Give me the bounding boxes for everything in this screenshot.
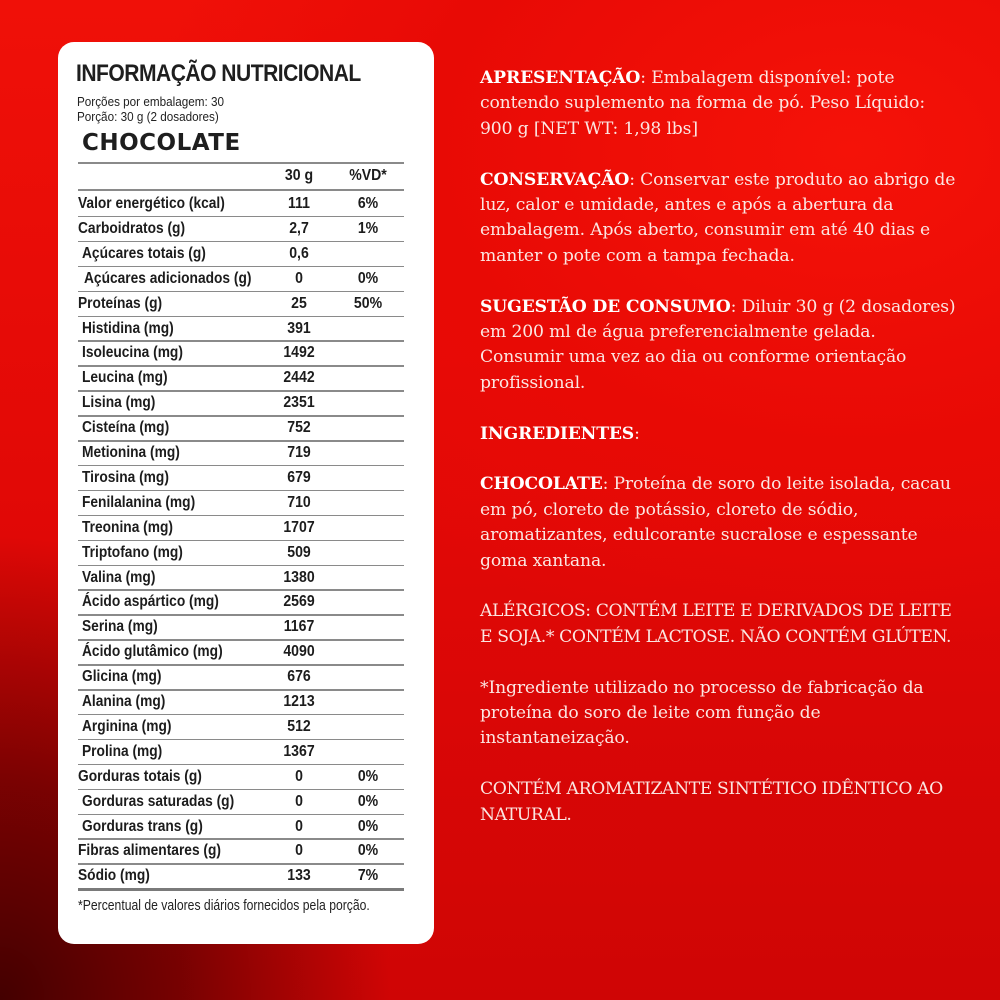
flavoring-notice: CONTÉM AROMATIZANTE SINTÉTICO IDÊNTICO AO NATURAL.	[480, 779, 943, 825]
table-row	[78, 590, 404, 614]
nutrient-dv: 0%	[357, 817, 379, 835]
nutrient-amount: 391	[287, 319, 311, 337]
nutrient-label: Arginina (mg)	[82, 717, 172, 735]
heading-ingredientes: INGREDIENTES	[480, 423, 635, 444]
table-row	[78, 267, 404, 291]
nutrient-label: Açúcares adicionados (g)	[84, 269, 252, 287]
nutrient-label: Açúcares totais (g)	[82, 244, 206, 262]
table-row	[78, 864, 404, 888]
nutrient-dv: 0%	[357, 767, 379, 785]
section-conservacao	[480, 168, 960, 270]
table-row	[78, 566, 404, 590]
heading-sugestao: SUGESTÃO DE CONSUMO	[480, 296, 731, 317]
text-sugestao: : Diluir 30 g (2 dosadores) em 200 ml de água preferencialmente gelada. Consumir uma vez ao dia ou conforme orientação profissional.	[480, 296, 956, 393]
nutrition-facts-card	[58, 42, 434, 944]
section-chocolate-ingredients	[480, 472, 960, 574]
nutrient-amount: 710	[287, 493, 311, 511]
nutrient-label: Cisteína (mg)	[82, 419, 170, 437]
table-header-row	[78, 164, 404, 188]
nutrient-label: Gorduras totais (g)	[78, 767, 202, 785]
table-row	[78, 815, 404, 839]
nutrient-dv: 0%	[357, 792, 379, 810]
nutrient-label: Valina (mg)	[82, 568, 156, 586]
column-header-amount: 30 g	[284, 167, 314, 184]
nutrient-amount: 2351	[283, 394, 315, 412]
nutrient-label: Tirosina (mg)	[82, 468, 169, 486]
nutrient-amount: 679	[287, 468, 311, 486]
nutrient-amount: 1367	[283, 742, 315, 760]
nutrient-dv: 6%	[357, 195, 379, 212]
nutrient-label: Triptofano (mg)	[82, 543, 183, 561]
section-apresentacao	[480, 66, 960, 142]
table-divider	[78, 888, 404, 891]
nutrient-dv: 1%	[357, 219, 379, 237]
section-ingredientes	[480, 422, 960, 447]
nutrient-label: Gorduras saturadas (g)	[82, 792, 235, 810]
nutrient-amount: 0	[295, 817, 303, 835]
flavor-heading: CHOCOLATE	[82, 130, 241, 156]
text-conservacao: : Conservar este produto ao abrigo de luz, calor e umidade, antes e após a abertura da embalagem. Após aberto, consumir em até 40 dias e manter o pote com a tampa fechada.	[480, 169, 956, 266]
nutrient-amount: 676	[287, 668, 311, 686]
nutrient-label: Glicina (mg)	[82, 668, 162, 686]
table-row	[78, 366, 404, 390]
text-chocolate: : Proteína de soro do leite isolada, cacau em pó, cloreto de potássio, cloreto de sódio, aromatizantes, edulcorante sucralose e espessante goma xantana.	[480, 474, 951, 571]
nutrition-title: INFORMAÇÃO NUTRICIONAL	[76, 60, 361, 87]
nutrient-amount: 0	[295, 767, 303, 785]
product-info-panel	[480, 66, 960, 853]
nutrient-label: Carboidratos (g)	[78, 219, 186, 237]
table-row	[78, 640, 404, 664]
table-row	[78, 317, 404, 341]
table-divider	[78, 189, 404, 191]
nutrient-amount: 111	[288, 195, 310, 212]
nutrient-amount: 0	[295, 792, 303, 810]
nutrient-label: Leucina (mg)	[82, 369, 168, 387]
table-row	[78, 341, 404, 365]
table-row	[78, 441, 404, 465]
allergens-text: ALÉRGICOS: CONTÉM LEITE E DERIVADOS DE LEITE E SOJA.* CONTÉM LACTOSE. NÃO CONTÉM GLÚTEN.	[480, 601, 952, 647]
table-row	[78, 690, 404, 714]
section-sugestao	[480, 295, 960, 397]
serving-size: Porção: 30 g (2 dosadores)	[77, 109, 219, 124]
text-apresentacao: : Embalagem disponível: pote contendo suplemento na forma de pó. Peso Líquido: 900 g [NET WT: 1,98 lbs]	[480, 68, 926, 139]
table-row	[78, 466, 404, 490]
nutrient-amount: 2442	[283, 369, 315, 387]
table-row	[78, 715, 404, 739]
nutrient-label: Proteínas (g)	[78, 294, 163, 312]
nutrient-dv: 7%	[357, 867, 379, 885]
nutrient-amount: 4090	[283, 643, 315, 661]
table-row	[78, 242, 404, 266]
nutrient-amount: 2,7	[289, 219, 309, 237]
nutrient-label: Ácido aspártico (mg)	[82, 593, 219, 611]
nutrient-amount: 1213	[283, 693, 315, 710]
heading-conservacao: CONSERVAÇÃO	[480, 169, 630, 190]
nutrient-label: Isoleucina (mg)	[82, 344, 183, 362]
nutrient-amount: 752	[287, 419, 311, 437]
table-row	[78, 665, 404, 689]
nutrient-amount: 1380	[283, 568, 315, 586]
table-row	[78, 740, 404, 764]
nutrient-label: Valor energético (kcal)	[78, 195, 225, 212]
nutrient-amount: 1492	[283, 344, 315, 362]
nutrient-label: Gorduras trans (g)	[82, 817, 203, 835]
nutrient-dv: 0%	[357, 269, 379, 287]
nutrient-amount: 512	[287, 717, 311, 735]
nutrient-label: Lisina (mg)	[82, 394, 156, 412]
heading-chocolate: CHOCOLATE	[480, 474, 603, 495]
table-row	[78, 292, 404, 316]
nutrient-label: Fenilalanina (mg)	[82, 493, 196, 511]
nutrient-dv: 0%	[357, 842, 379, 860]
table-row	[78, 615, 404, 639]
nutrient-label: Alanina (mg)	[82, 693, 166, 710]
text-ingredientes: :	[634, 423, 640, 444]
table-row	[78, 765, 404, 789]
ingredient-note: *Ingrediente utilizado no processo de fabricação da proteína do soro de leite com função de instantaneização.	[480, 677, 924, 749]
nutrient-label: Ácido glutâmico (mg)	[82, 643, 223, 661]
table-row	[78, 416, 404, 440]
nutrition-footnote: *Percentual de valores diários fornecidos pela porção.	[78, 898, 370, 914]
nutrient-amount: 719	[287, 444, 311, 461]
table-row	[78, 217, 404, 241]
nutrient-amount: 1167	[283, 618, 315, 636]
nutrient-label: Histidina (mg)	[82, 319, 174, 337]
nutrient-label: Metionina (mg)	[82, 444, 180, 461]
heading-apresentacao: APRESENTAÇÃO	[480, 68, 641, 88]
servings-per-package: Porções por embalagem: 30	[77, 94, 224, 109]
table-row	[78, 790, 404, 814]
nutrient-label: Sódio (mg)	[78, 867, 150, 885]
table-row	[78, 491, 404, 515]
table-row	[78, 541, 404, 565]
nutrient-amount: 509	[287, 543, 311, 561]
table-row	[78, 391, 404, 415]
nutrient-amount: 133	[287, 867, 311, 885]
nutrient-amount: 1707	[283, 518, 315, 536]
column-header-dv: %VD*	[349, 167, 387, 184]
nutrient-label: Fibras alimentares (g)	[78, 842, 222, 860]
nutrient-amount: 0	[295, 269, 303, 287]
nutrient-amount: 25	[291, 294, 307, 312]
nutrient-label: Prolina (mg)	[82, 742, 163, 760]
nutrient-dv: 50%	[353, 294, 383, 312]
table-row	[78, 192, 404, 216]
nutrient-amount: 2569	[283, 593, 315, 611]
table-row	[78, 839, 404, 863]
nutrient-amount: 0,6	[289, 244, 309, 262]
nutrient-label: Treonina (mg)	[82, 518, 173, 536]
nutrient-label: Serina (mg)	[82, 618, 158, 636]
table-row	[78, 516, 404, 540]
nutrient-amount: 0	[295, 842, 303, 860]
